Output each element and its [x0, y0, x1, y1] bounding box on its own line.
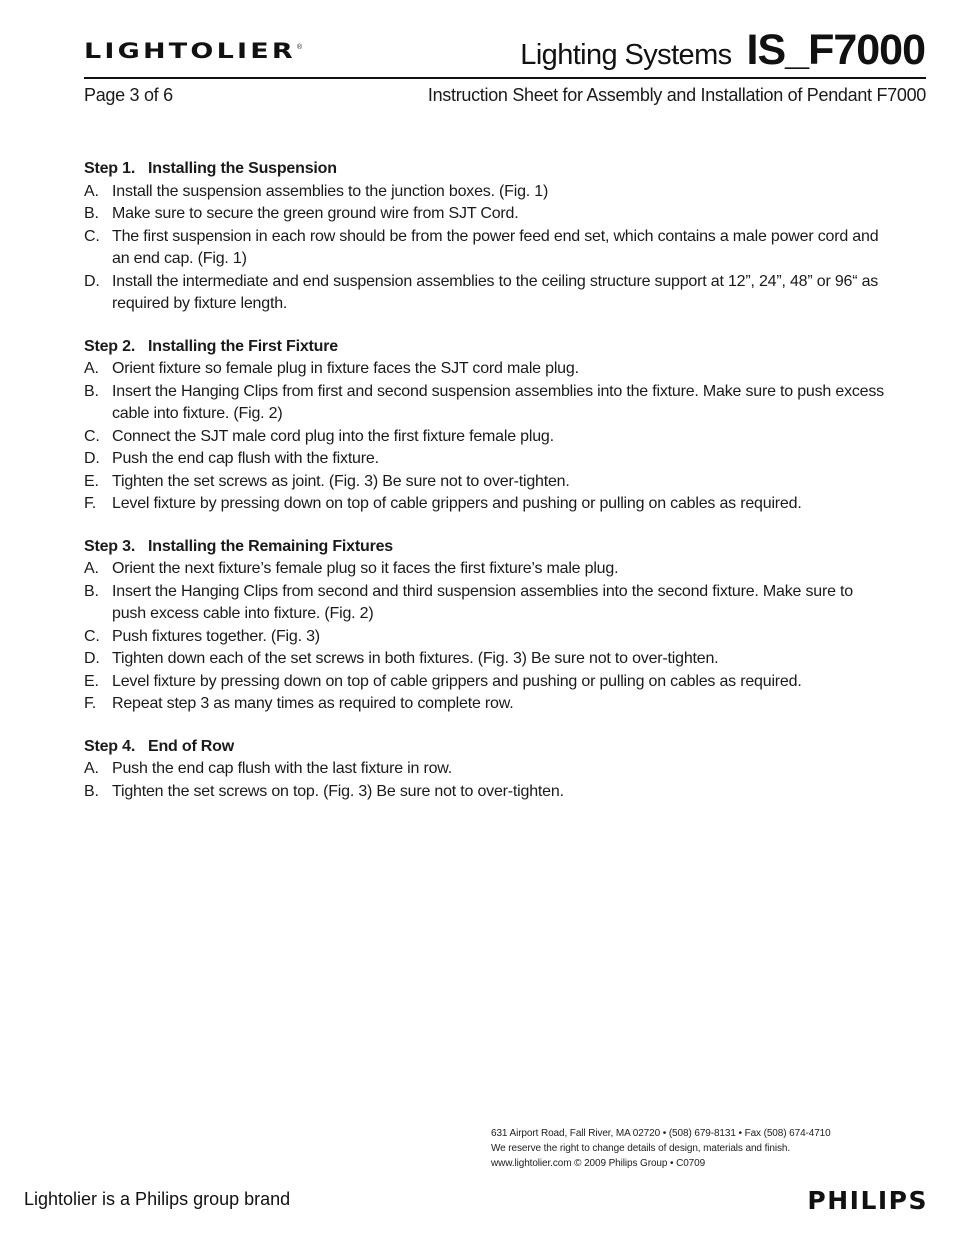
header-rule	[84, 77, 926, 79]
item-text: Insert the Hanging Clips from first and second suspension assemblies into the fixture. Make sure to push excess cable into fixture. (Fig. 2)	[112, 382, 884, 422]
step-section	[84, 158, 884, 316]
item-letter: A.	[84, 360, 99, 377]
item-letter: B.	[84, 382, 99, 400]
step-title: End of Row	[148, 737, 234, 755]
registered-mark: ®	[296, 44, 303, 51]
item-text: Install the intermediate and end suspension assemblies to the ceiling structure support at 12”, 24”, 48” or 96“ as required by fixture length.	[112, 272, 879, 312]
item-text: Install the suspension assemblies to the junction boxes. (Fig. 1)	[112, 182, 549, 200]
lightolier-logo	[84, 40, 302, 70]
instruction-item	[84, 381, 884, 426]
item-text: Level fixture by pressing down on top of cable grippers and pushing or pulling on cables as required.	[112, 495, 802, 512]
instruction-item	[84, 648, 884, 671]
footer-disclaimer: We reserve the right to change details of design, materials and finish.	[491, 1143, 790, 1154]
step-title: Installing the First Fixture	[148, 337, 338, 355]
item-letter: A.	[84, 182, 99, 200]
item-letter: D.	[84, 450, 100, 467]
item-text: Push the end cap flush with the fixture.	[112, 450, 379, 467]
item-letter: A.	[84, 760, 99, 777]
item-letter: E.	[84, 672, 99, 690]
instruction-item	[84, 448, 884, 471]
item-letter: F.	[84, 495, 97, 512]
footer-web: www.lightolier.com © 2009 Philips Group • C0709	[491, 1158, 706, 1169]
step-section	[84, 336, 884, 516]
step-number: Step 2.	[84, 337, 136, 355]
item-text: Tighten the set screws on top. (Fig. 3) Be sure not to over-tighten.	[112, 782, 564, 800]
document-title	[520, 26, 925, 75]
item-letter: E.	[84, 472, 99, 490]
instruction-item	[84, 758, 884, 781]
step-heading	[84, 158, 884, 181]
item-letter: A.	[84, 560, 99, 577]
item-text: The first suspension in each row should be from the power feed end set, which contains a male power cord and an end cap. (Fig. 1)	[112, 227, 879, 267]
instructions	[84, 158, 884, 823]
instruction-item	[84, 781, 884, 804]
instruction-item	[84, 581, 884, 626]
philips-logo: PHILIPS	[807, 1186, 928, 1215]
page-number: Page 3 of 6	[84, 85, 173, 105]
step-heading	[84, 536, 884, 559]
instruction-item	[84, 671, 884, 694]
item-letter: B.	[84, 782, 99, 800]
item-text: Insert the Hanging Clips from second and third suspension assemblies into the second fixture. Make sure to push excess cable into fixture. (Fig. 2)	[112, 582, 853, 622]
instruction-item	[84, 493, 884, 516]
item-text: Repeat step 3 as many times as required to complete row.	[112, 695, 514, 712]
item-letter: C.	[84, 227, 100, 245]
item-text: Level fixture by pressing down on top of cable grippers and pushing or pulling on cables as required.	[112, 672, 802, 690]
item-text: Tighten down each of the set screws in both fixtures. (Fig. 3) Be sure not to over-tighten.	[112, 650, 719, 667]
item-text: Push fixtures together. (Fig. 3)	[112, 627, 320, 645]
step-title: Installing the Remaining Fixtures	[148, 537, 393, 555]
logo-wordmark: LIGHTOLIER	[84, 39, 296, 64]
brand-line: Lightolier is a Philips group brand	[24, 1189, 291, 1209]
item-text: Connect the SJT male cord plug into the first fixture female plug.	[112, 427, 554, 445]
step-title: Installing the Suspension	[148, 160, 337, 177]
item-text: Make sure to secure the green ground wire from SJT Cord.	[112, 205, 519, 222]
item-letter: C.	[84, 427, 100, 445]
instruction-item	[84, 181, 884, 204]
item-letter: D.	[84, 272, 100, 290]
item-letter: B.	[84, 582, 99, 600]
instruction-item	[84, 271, 884, 316]
item-letter: B.	[84, 205, 99, 222]
item-text: Orient the next fixture’s female plug so it faces the first fixture’s male plug.	[112, 560, 619, 577]
item-letter: D.	[84, 650, 100, 667]
instruction-item	[84, 203, 884, 226]
instruction-item	[84, 558, 884, 581]
step-section	[84, 536, 884, 716]
instruction-item	[84, 226, 884, 271]
step-heading	[84, 736, 884, 759]
step-section	[84, 736, 884, 804]
item-text: Orient fixture so female plug in fixture faces the SJT cord male plug.	[112, 360, 579, 377]
step-number: Step 3.	[84, 537, 136, 555]
item-letter: C.	[84, 627, 100, 645]
step-number: Step 4.	[84, 737, 136, 755]
instruction-item	[84, 626, 884, 649]
instruction-item	[84, 358, 884, 381]
instruction-item	[84, 471, 884, 494]
item-text: Tighten the set screws as joint. (Fig. 3) Be sure not to over-tighten.	[112, 472, 570, 490]
item-letter: F.	[84, 695, 97, 712]
document-description: Instruction Sheet for Assembly and Installation of Pendant F7000	[427, 85, 926, 105]
footer-address: 631 Airport Road, Fall River, MA 02720 • (508) 679-8131 • Fax (508) 674-4710	[491, 1128, 831, 1139]
step-heading	[84, 336, 884, 359]
document-code: IS_F7000	[746, 26, 925, 74]
item-text: Push the end cap flush with the last fixture in row.	[112, 760, 453, 777]
step-number: Step 1.	[84, 160, 136, 177]
instruction-item	[84, 426, 884, 449]
instruction-item	[84, 693, 884, 716]
footer-address-block	[491, 1126, 831, 1171]
document-subtitle: Lighting Systems	[520, 39, 732, 71]
